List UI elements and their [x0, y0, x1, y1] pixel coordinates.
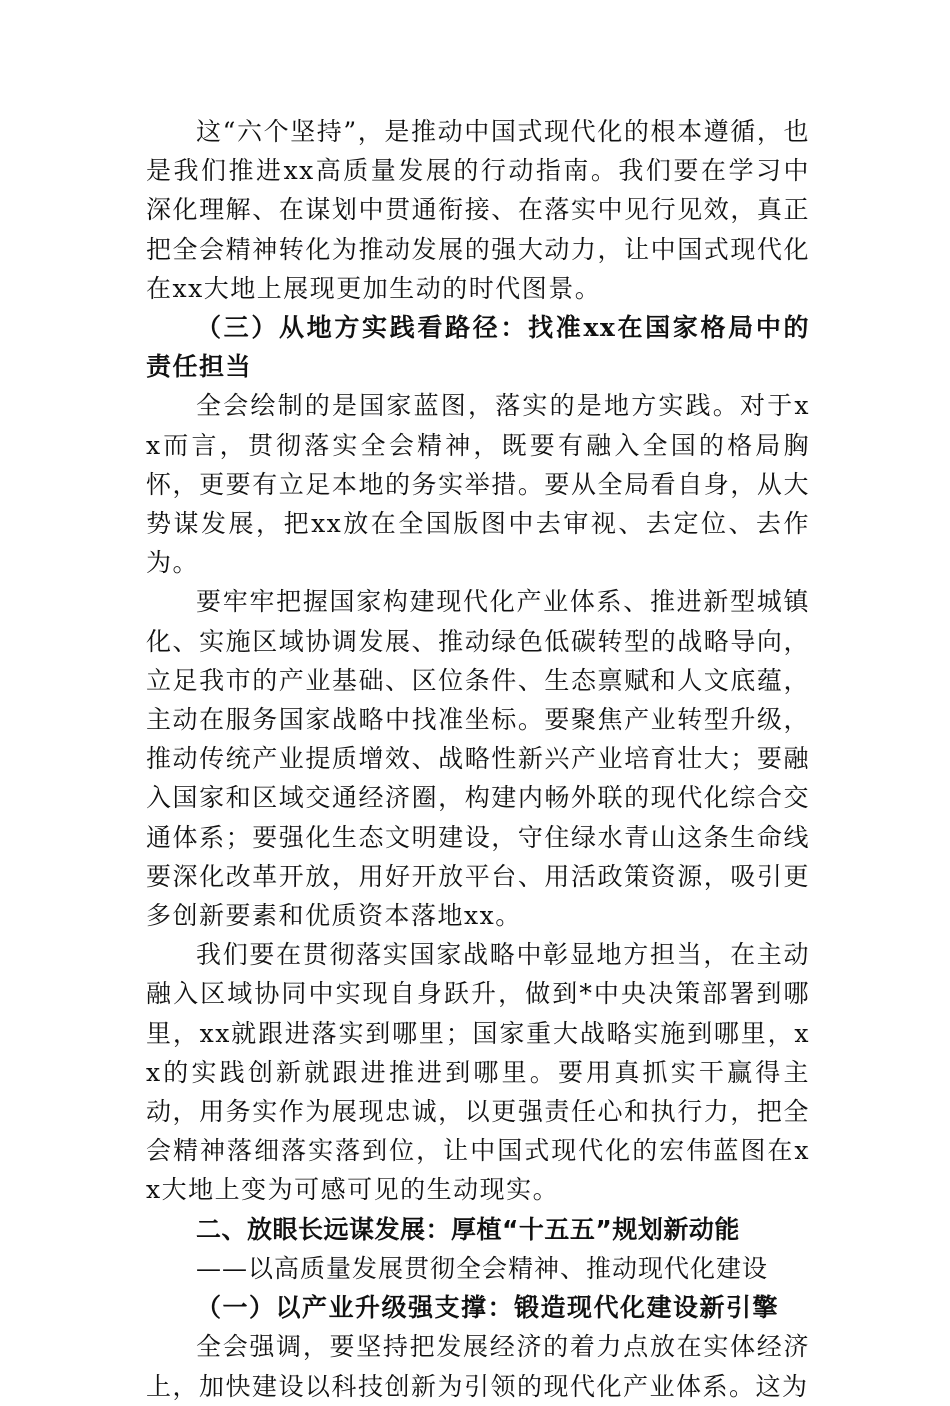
section-heading-two: 二、放眼长远谋发展：厚植“十五五”规划新动能 — [196, 1214, 740, 1244]
subheading-local-practice: （三）从地方实践看路径：找准xx在国家格局中的责任担当 — [146, 313, 810, 382]
paragraph-six-persistences: 这“六个坚持”，是推动中国式现代化的根本遵循，也是我们推进xx高质量发展的行动指南。我们要在学习中深化理解、在谋划中贯通衔接、在落实中见行见效，真正把全会精神转化为推动发展的强大动力，让中国式现代化在xx大地上展现更加生动的时代图景。 — [146, 117, 810, 303]
paragraph-national-blueprint: 全会绘制的是国家蓝图，落实的是地方实践。对于xx而言，贯彻落实全会精神，既要有融入全国的格局胸怀，更要有立足本地的务实举措。要从全局看自身，从大势谋发展，把xx放在全国版图中去审视、去定位、去作为。 — [146, 391, 810, 578]
subheading-industry-upgrade: （一）以产业升级强支撑：锻造现代化建设新引擎 — [196, 1293, 780, 1323]
document-body — [146, 112, 810, 1406]
paragraph-real-economy: 全会强调，要坚持把发展经济的着力点放在实体经济上，加快建设以科技创新为引领的现代化产业体系。这为 — [146, 1332, 810, 1401]
paragraph-strategic-guidance: 要牢牢把握国家构建现代化产业体系、推进新型城镇化、实施区域协调发展、推动绿色低碳转型的战略导向，立足我市的产业基础、区位条件、生态禀赋和人文底蕴，主动在服务国家战略中找准坐标。要聚焦产业转型升级，推动传统产业提质增效、战略性新兴产业培育壮大；要融入国家和区域交通经济圈，构建内畅外联的现代化综合交通体系；要强化生态文明建设，守住绿水青山这条生命线要深化改革开放，用好开放平台、用活政策资源，吸引更多创新要素和优质资本落地xx。 — [146, 587, 810, 931]
paragraph-local-responsibility: 我们要在贯彻落实国家战略中彰显地方担当，在主动融入区域协同中实现自身跃升，做到*中央决策部署到哪里，xx就跟进落实到哪里；国家重大战略实施到哪里，xx的实践创新就跟进推进到哪里。要用真抓实干赢得主动，用务实作为展现忠诚，以更强责任心和执行力，把全会精神落细落实落到位，让中国式现代化的宏伟蓝图在xx大地上变为可感可见的生动现实。 — [146, 940, 810, 1205]
section-subtitle-two: ——以高质量发展贯彻全会精神、推动现代化建设 — [196, 1253, 769, 1283]
